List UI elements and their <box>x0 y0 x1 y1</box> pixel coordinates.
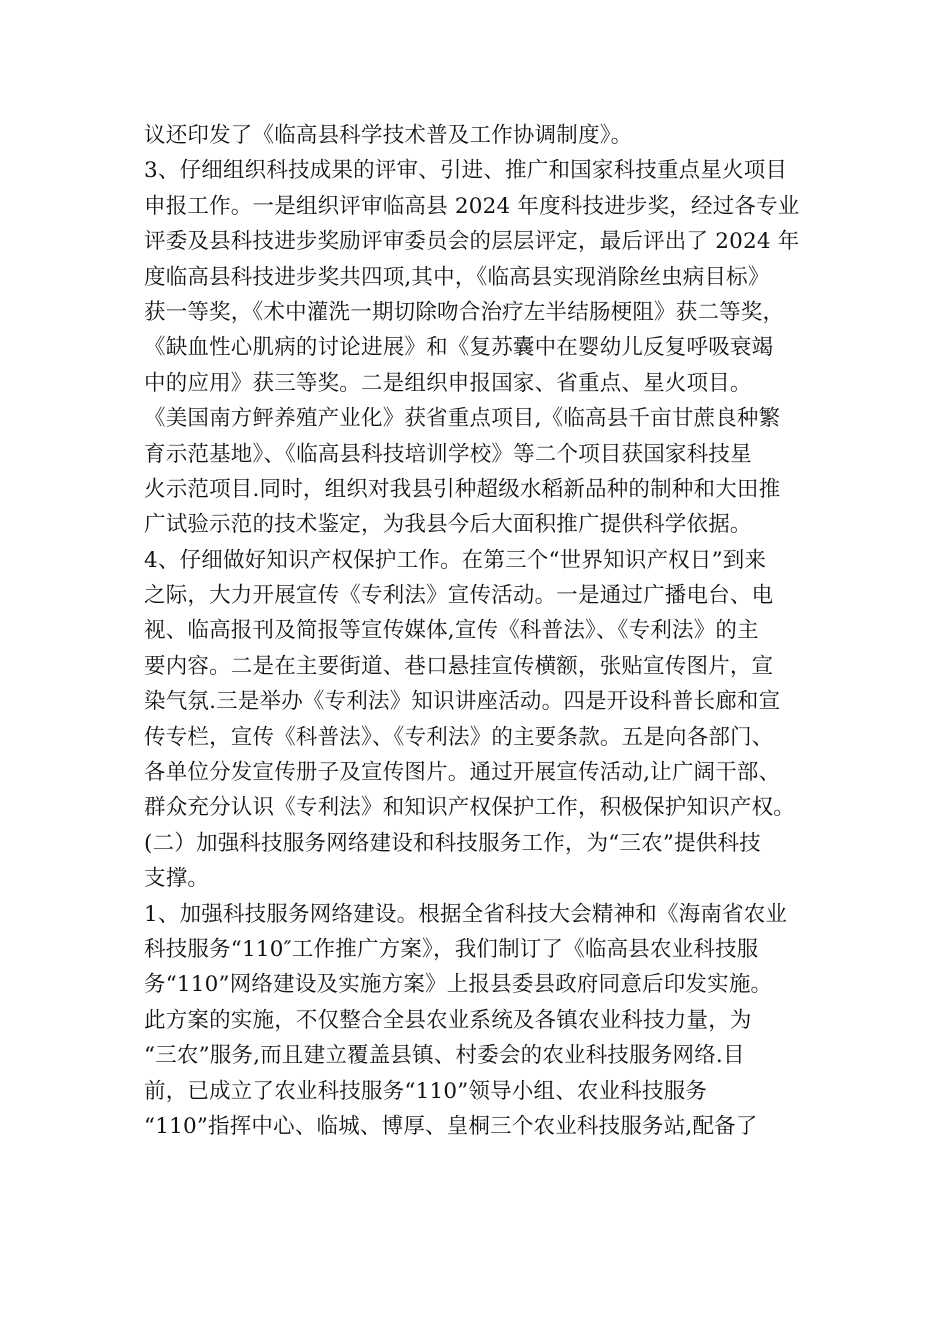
text-line: “三农”服务,而且建立覆盖县镇、村委会的农业科技服务网络.目 <box>144 1043 745 1069</box>
text-line: “110”指挥中心、临城、博厚、皇桐三个农业科技服务站,配备了 <box>144 1113 758 1139</box>
text-line: 务“110”网络建设及实施方案》上报县委县政府同意后印发实施。 <box>144 972 773 998</box>
text-line: 传专栏，宣传《科普法》、《专利法》的主要条款。五是向各部门、 <box>144 724 774 750</box>
text-line: 前，已成立了农业科技服务“110”领导小组、农业科技服务 <box>144 1078 708 1104</box>
text-line: 广试验示范的技术鉴定，为我县今后大面积推广提供科学依据。 <box>144 512 752 538</box>
text-line: 火示范项目.同时，组织对我县引种超级水稻新品种的制种和大田推 <box>144 476 781 502</box>
text-line: 议还印发了《临高县科学技术普及工作协调制度》。 <box>144 123 633 148</box>
text-line: 要内容。二是在主要街道、巷口悬挂宣传横额，张贴宣传图片，宣 <box>144 653 774 679</box>
text-line: (二）加强科技服务网络建设和科技服务工作，为“三农”提供科技 <box>144 830 761 856</box>
text-line: 《美国南方鲆养殖产业化》获省重点项目,《临高县千亩甘蔗良种繁 <box>144 406 781 432</box>
text-line: 各单位分发宣传册子及宣传图片。通过开展宣传活动,让广阔干部、 <box>144 760 781 786</box>
document-page <box>144 118 824 1144</box>
text-line: 染气氛.三是举办《专利法》知识讲座活动。四是开设科普长廊和宣 <box>144 689 781 715</box>
text-line: 获一等奖，《术中灌洗一期切除吻合治疗左半结肠梗阻》获二等奖， <box>144 299 785 325</box>
text-line: 群众充分认识《专利法》和知识产权保护工作，积极保护知识产权。 <box>144 795 796 821</box>
text-line: 评委及县科技进步奖励评审委员会的层层评定，最后评出了 2024 年 <box>144 229 800 255</box>
text-line: 1、加强科技服务网络建设。根据全省科技大会精神和《海南省农业 <box>144 901 788 927</box>
text-line: 《缺血性心肌病的讨论进展》和《复苏囊中在婴幼儿反复呼吸衰竭 <box>144 335 774 361</box>
text-line: 4、仔细做好知识产权保护工作。在第三个“世界知识产权日”到来 <box>144 547 767 573</box>
text-line: 之际，大力开展宣传《专利法》宣传活动。一是通过广播电台、电 <box>144 583 774 609</box>
text-line: 3、仔细组织科技成果的评审、引进、推广和国家科技重点星火项目 <box>144 158 788 184</box>
text-line: 支撑。 <box>144 866 210 892</box>
text-line: 此方案的实施，不仅整合全县农业系统及各镇农业科技力量，为 <box>144 1007 752 1033</box>
text-line: 科技服务“110″工作推广方案》，我们制订了《临高县农业科技服 <box>144 936 759 962</box>
text-line: 中的应用》获三等奖。二是组织申报国家、省重点、星火项目。 <box>144 370 752 396</box>
text-line: 申报工作。一是组织评审临高县 2024 年度科技进步奖，经过各专业 <box>144 193 800 219</box>
text-line: 度临高县科技进步奖共四项,其中，《临高县实现消除丝虫病目标》 <box>144 264 770 290</box>
text-line: 育示范基地》、《临高县科技培训学校》等二个项目获国家科技星 <box>144 441 752 467</box>
text-line: 视、临高报刊及简报等宣传媒体,宣传《科普法》、《专利法》的主 <box>144 618 759 644</box>
